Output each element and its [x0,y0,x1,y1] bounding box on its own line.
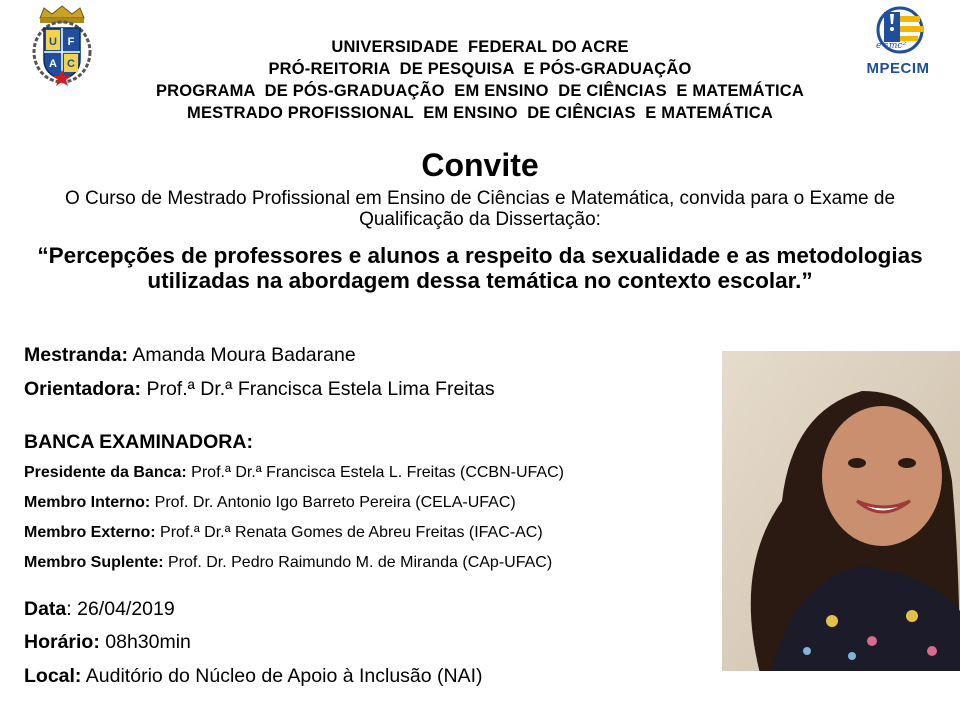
local-value: Auditório do Núcleo de Apoio à Inclusão (NAI) [81,665,483,687]
data-field [24,598,175,621]
banca-member-presidente [24,464,564,482]
banca-heading-text: BANCA EXAMINADORA: [24,431,253,453]
member-role: Membro Interno: [24,494,151,511]
orientadora-field [24,378,495,401]
orientadora-value: Prof.ª Dr.ª Francisca Estela Lima Freitas [141,378,495,400]
invitation-intro: O Curso de Mestrado Profissional em Ensino de Ciências e Matemática, convida para o Exame de Qualificação da Dissertação: [64,188,896,230]
data-value: : 26/04/2019 [66,598,175,620]
header-line-university: UNIVERSIDADE FEDERAL DO ACRE [331,38,629,56]
horario-label: Horário: [24,631,100,653]
member-name: Prof. Dr. Antonio Igo Barreto Pereira (CELA-UFAC) [150,494,516,511]
mestranda-value: Amanda Moura Badarane [128,344,356,366]
banca-member-interno [24,494,516,512]
horario-value: 08h30min [99,631,191,653]
seal-letter: U [49,36,57,48]
banca-heading [24,431,253,454]
local-label: Local: [24,665,82,687]
orientadora-label: Orientadora: [24,378,142,400]
member-role: Membro Externo: [24,524,156,541]
member-name: Prof. Dr. Pedro Raimundo M. de Miranda (CAp-UFAC) [163,554,553,571]
mpecim-wordmark: MPECIM [866,60,930,77]
invitation-title: Convite [421,147,539,183]
seal-letter: F [67,36,75,48]
member-role: Presidente da Banca: [24,464,187,481]
member-name: Prof.ª Dr.ª Francisca Estela L. Freitas (CCBN-UFAC) [186,464,564,481]
formula-text: e=mc² [876,41,907,51]
seal-letter: C [67,58,75,70]
mestranda-label: Mestranda: [24,344,129,366]
candidate-photo [722,351,960,671]
data-label: Data [24,598,67,620]
banca-member-externo [24,524,543,542]
institution-header [0,36,960,124]
horario-field [24,631,191,654]
banca-member-suplente [24,554,552,572]
member-name: Prof.ª Dr.ª Renata Gomes de Abreu Freitas (IFAC-AC) [155,524,543,541]
local-field [24,665,483,688]
mestranda-field [24,344,356,367]
header-line-pro-reitoria: PRÓ-REITORIA DE PESQUISA E PÓS-GRADUAÇÃO [268,60,692,78]
header-line-mestrado: MESTRADO PROFISSIONAL EM ENSINO DE CIÊNCIAS E MATEMÁTICA [187,104,773,122]
thesis-title: “Percepções de professores e alunos a respeito da sexualidade e as metodologias utilizadas na abordagem dessa temática no contexto escolar.” [37,243,923,293]
member-role: Membro Suplente: [24,554,164,571]
seal-letter: A [49,58,57,70]
header-line-programa: PROGRAMA DE PÓS-GRADUAÇÃO EM ENSINO DE CIÊNCIAS E MATEMÁTICA [155,82,805,100]
